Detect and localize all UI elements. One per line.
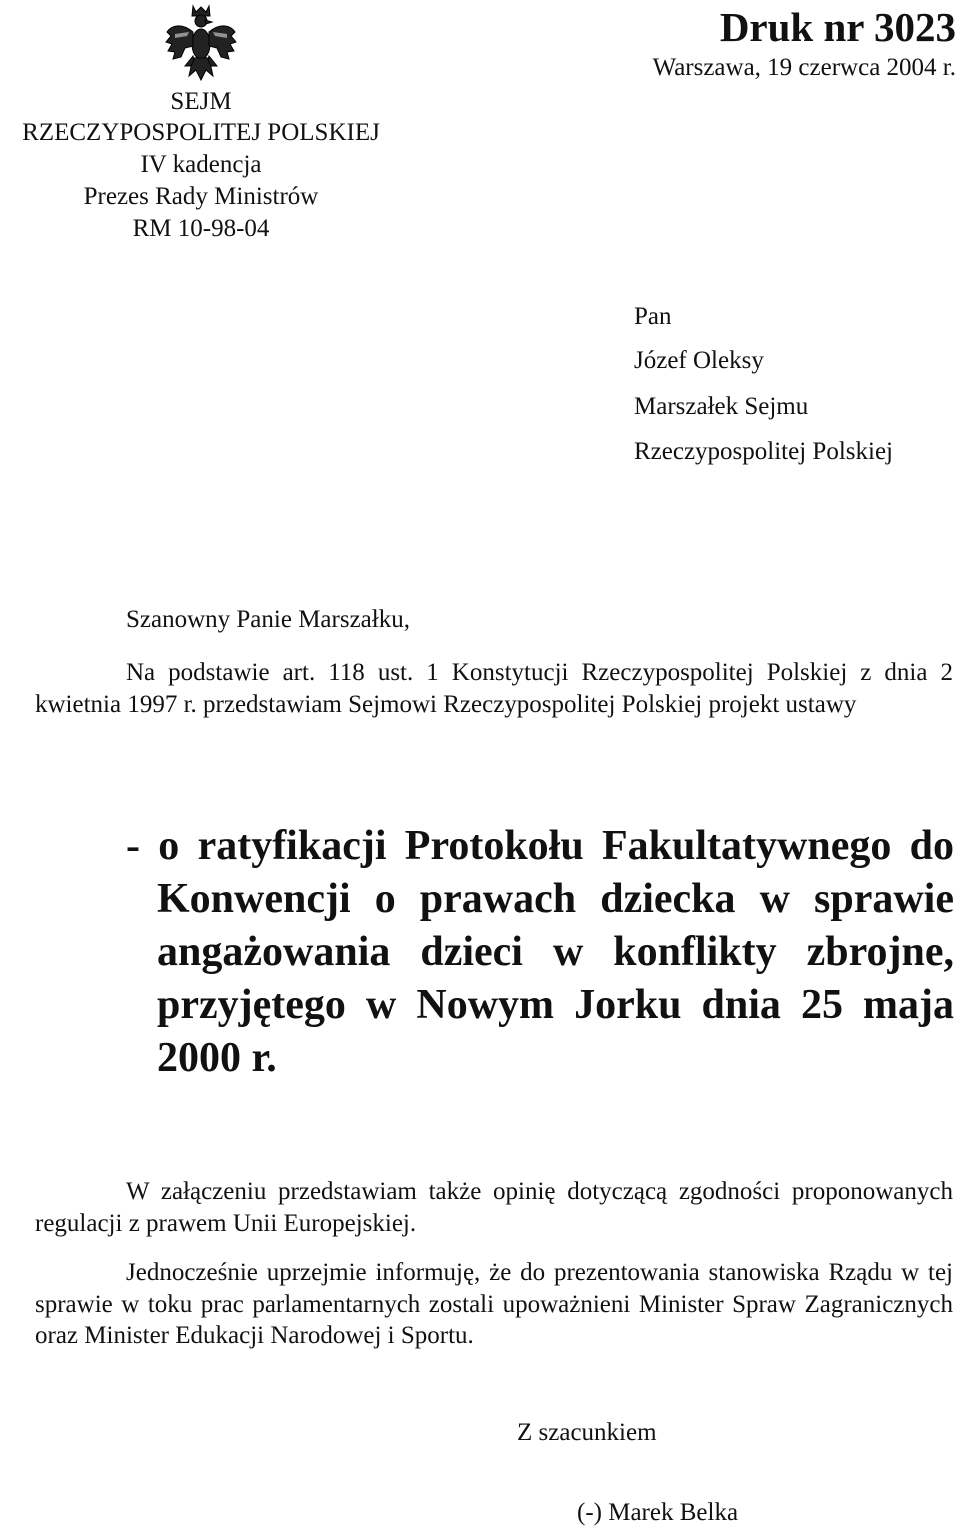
attachment-paragraph: W załączeniu przedstawiam także opinię dotyczącą zgodności proponowanych regulacji z prawem Unii Europejskiej.: [35, 1178, 953, 1237]
addressee-name: Józef Oleksy: [634, 347, 764, 374]
addressee-position: Marszałek Sejmu: [634, 393, 809, 420]
signature: (-) Marek Belka: [577, 1499, 739, 1526]
print-number: Druk nr 3023: [719, 4, 956, 50]
document-date: Warszawa, 19 czerwca 2004 r.: [652, 54, 956, 81]
closing-regards: Z szacunkiem: [517, 1419, 657, 1446]
header-kadencja: IV kadencja: [140, 151, 262, 178]
intro-paragraph: Na podstawie art. 118 ust. 1 Konstytucji Rzeczypospolitej Polskiej z dnia 2 kwietnia 1997 r. przedstawiam Sejmowi Rzeczypospolitej Polskiej projekt ustawy: [35, 659, 953, 718]
salutation: Szanowny Panie Marszałku,: [126, 606, 410, 633]
info-paragraph: Jednocześnie uprzejmie informuję, że do prezentowania stanowiska Rządu w tej sprawie w toku prac parlamentarnych zostali upoważnieni Minister Spraw Zagranicznych oraz Minister Edukacji Narodowej i Sportu.: [35, 1259, 953, 1349]
polish-eagle-emblem-icon: [163, 2, 239, 86]
header-prezes: Prezes Rady Ministrów: [83, 183, 319, 210]
header-rzeczypospolitej: RZECZYPOSPOLITEJ POLSKIEJ: [22, 119, 380, 146]
header-reference-number: RM 10-98-04: [132, 215, 270, 242]
bill-title: - o ratyfikacji Protokołu Fakultatywnego do Konwencji o prawach dziecka w sprawie angażowania dzieci w konflikty zbrojne, przyjętego w Nowym Jorku dnia 25 maja 2000 r.: [126, 823, 954, 1081]
addressee-country: Rzeczypospolitej Polskiej: [634, 438, 893, 465]
header-sejm: SEJM: [170, 88, 232, 115]
addressee-pan: Pan: [634, 303, 672, 330]
